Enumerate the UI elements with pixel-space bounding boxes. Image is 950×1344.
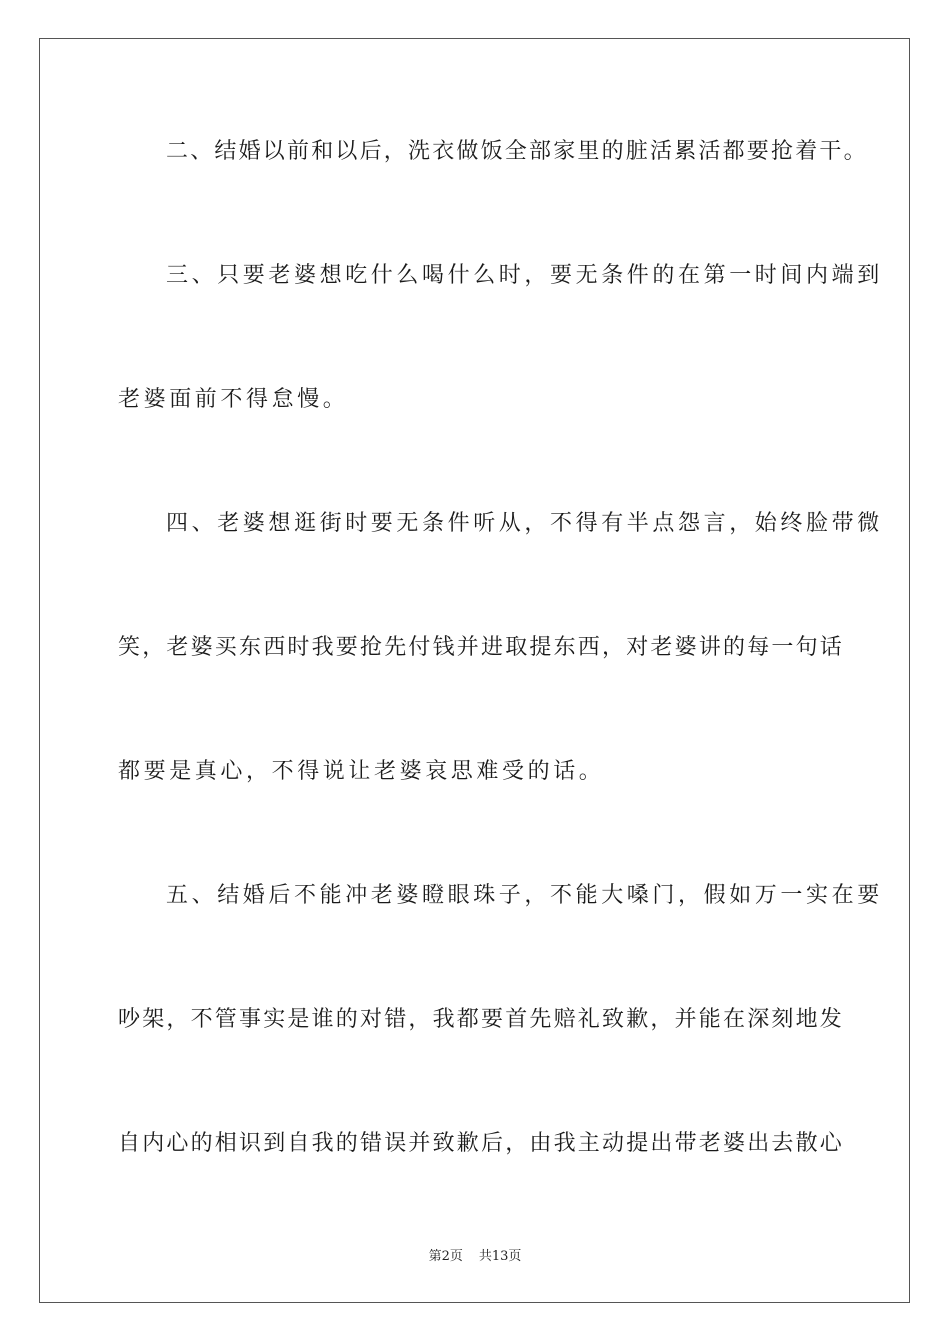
paragraph-5-line-3: 自内心的相识到自我的错误并致歉后，由我主动提出带老婆出去散心 [118, 1131, 845, 1156]
paragraph-3-line-2: 老婆面前不得怠慢。 [118, 387, 349, 412]
page-number: 第2页 [428, 1249, 463, 1264]
paragraph-2-line-1: 二、结婚以前和以后，洗衣做饭全部家里的脏活累活都要抢着干。 [166, 139, 868, 164]
paragraph-5-line-1: 五、结婚后不能冲老婆瞪眼珠子，不能大嗓门，假如万一实在要 [166, 883, 883, 908]
page-border [39, 38, 910, 1303]
paragraph-3-line-1: 三、只要老婆想吃什么喝什么时，要无条件的在第一时间内端到 [166, 263, 883, 288]
paragraph-4-line-2: 笑，老婆买东西时我要抢先付钱并进取提东西，对老婆讲的每一句话 [118, 635, 845, 660]
total-pages: 共13页 [478, 1249, 522, 1264]
page-footer [0, 1248, 950, 1266]
paragraph-4-line-3: 都要是真心，不得说让老婆哀思难受的话。 [118, 759, 605, 784]
paragraph-4-line-1: 四、老婆想逛街时要无条件听从，不得有半点怨言，始终脸带微 [166, 511, 883, 536]
paragraph-5-line-2: 吵架，不管事实是谁的对错，我都要首先赔礼致歉，并能在深刻地发 [118, 1007, 845, 1032]
